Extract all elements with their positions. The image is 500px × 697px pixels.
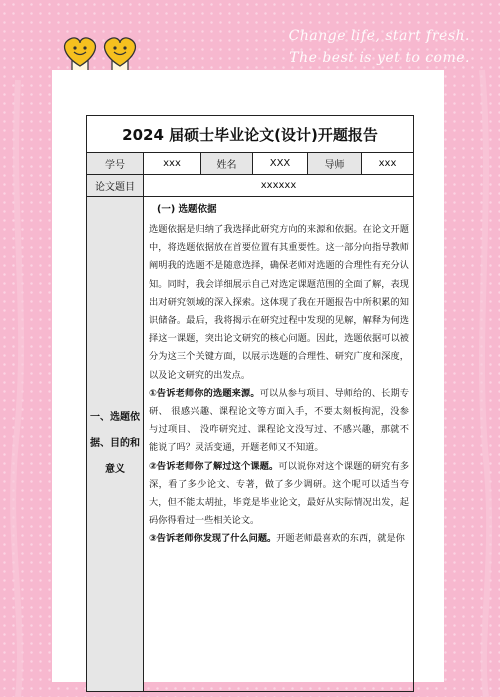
topic-value: xxxxxx bbox=[144, 175, 414, 197]
point-3 bbox=[149, 530, 409, 548]
student-id-label: 学号 bbox=[87, 153, 144, 175]
student-id-value: xxx bbox=[144, 153, 201, 175]
point-2 bbox=[149, 458, 409, 531]
side-label-line-1: 一、选题依 bbox=[90, 412, 140, 423]
side-label-line-2: 据、目的和 bbox=[90, 438, 140, 449]
advisor-value: xxx bbox=[362, 153, 414, 175]
point-2-text: 可以说你对这个课题的研究有多深，看了多少论文、专著，做了多少调研。这个呢可以适当夸大，但不能太胡扯，毕竟是毕业论文，最好从实际情况出发，起码你得看过一些相关论文。 bbox=[149, 460, 409, 527]
paragraph-selection-basis: 选题依据是归纳了我选择此研究方向的来源和依据。在论文开题中，将选题依据放在首要位置有其重要性。这一部分向指导教师阐明我的选题不是随意选择，确保老师对选题的合理性有充分认知。同时，我会详细展示自己对选定课题范围的全面了解，表现出对研究领域的深入探索。这体现了我在开题报告中所积累的知识储备。最后，我将揭示在研究过程中发现的见解，解释为何选择这一课题，突出论文研究的核心问题。因此，选题依据可以被分为这三个关键方面，以展示选题的合理性、研究广度和深度，以及论文研究的出发点。 bbox=[149, 224, 409, 381]
name-label: 姓名 bbox=[201, 153, 253, 175]
proposal-report-table bbox=[86, 115, 414, 692]
section-body bbox=[144, 197, 414, 692]
slogan-line-2: The best is yet to come. bbox=[289, 50, 470, 66]
name-value: XXX bbox=[253, 153, 308, 175]
point-3-heading: ③告诉老师你发现了什么问题。 bbox=[149, 533, 277, 545]
slogan-line-1: Change life, start fresh. bbox=[288, 28, 470, 44]
report-title: 2024 届硕士毕业论文(设计)开题报告 bbox=[87, 116, 414, 153]
point-3-text: 开题老师最喜欢的东西，就是你 bbox=[276, 533, 405, 545]
section-side-label bbox=[87, 197, 144, 692]
advisor-label: 导师 bbox=[308, 153, 362, 175]
side-label-line-3: 意义 bbox=[105, 464, 125, 475]
point-1-heading: ①告诉老师你的选题来源。 bbox=[149, 387, 260, 399]
topic-label: 论文题目 bbox=[87, 175, 144, 197]
point-2-heading: ②告诉老师你了解过这个课题。 bbox=[149, 460, 279, 472]
section-heading: (一) 选题依据 bbox=[157, 204, 217, 215]
point-1 bbox=[149, 385, 409, 458]
point-1-text: 可以从参与项目、导师给的、长期专研、 很感兴趣、课程论文等方面入手，不要太刻板拘泥，没参与过项目、 没咋研究过、课程论文没写过、不感兴趣，那就不能说了吗？灵活变通，开题老师又不知道。 bbox=[149, 387, 409, 454]
